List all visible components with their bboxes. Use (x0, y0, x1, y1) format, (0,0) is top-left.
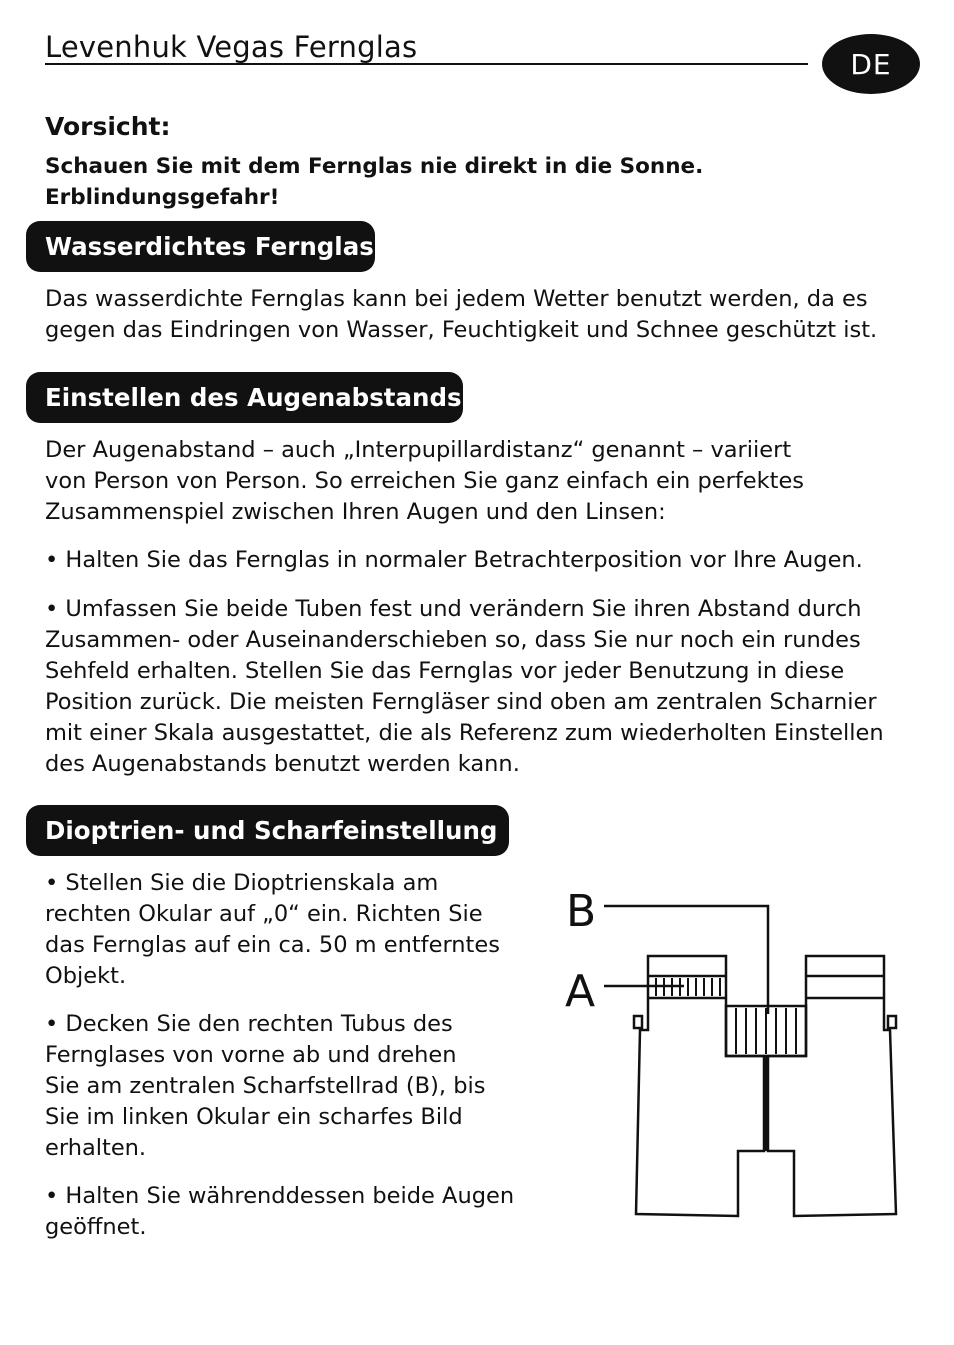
text-line: • Umfassen Sie beide Tuben fest und verändern Sie ihren Abstand durch (45, 596, 862, 622)
text-line: Fernglases von vorne ab und drehen (45, 1042, 457, 1068)
binoculars-diagram (555, 880, 915, 1230)
caution-heading: Vorsicht: (45, 112, 171, 141)
text-line: Der Augenabstand – auch „Interpupillardistanz“ genannt – variiert (45, 437, 792, 463)
text-line: Position zurück. Die meisten Ferngläser sind oben am zentralen Scharnier (45, 689, 877, 715)
text-line: geöffnet. (45, 1214, 147, 1240)
text-line: • Decken Sie den rechten Tubus des (45, 1011, 453, 1037)
paragraph-waterproof (45, 284, 877, 346)
text-line: Sie im linken Okular ein scharfes Bild (45, 1104, 463, 1130)
text-line: • Halten Sie währenddessen beide Augen (45, 1183, 515, 1209)
text-line: Sehfeld erhalten. Stellen Sie das Fernglas vor jeder Benutzung in diese (45, 658, 845, 684)
caution-line: Schauen Sie mit dem Fernglas nie direkt in die Sonne. (45, 154, 704, 179)
text-line: • Halten Sie das Fernglas in normaler Betrachterposition vor Ihre Augen. (45, 547, 863, 573)
bullet-keep-eyes-open (45, 1181, 520, 1243)
bullet-cover-right-tube (45, 1009, 520, 1164)
section-heading-eye-distance: Einstellen des Augenabstands (28, 374, 461, 421)
paragraph-eye-distance-intro (45, 435, 804, 528)
diagram-label-b: B (566, 886, 597, 937)
text-line: Sie am zentralen Scharfstellrad (B), bis (45, 1073, 486, 1099)
text-line: mit einer Skala ausgestattet, die als Referenz zum wiederholten Einstellen (45, 720, 884, 746)
right-tube-outline (768, 956, 896, 1216)
text-line: rechten Okular auf „0“ ein. Richten Sie (45, 901, 483, 927)
header-divider (45, 63, 808, 65)
text-line: von Person von Person. So erreichen Sie ganz einfach ein perfektes (45, 468, 805, 494)
caution-text (45, 151, 703, 213)
language-badge: DE (822, 34, 920, 94)
diagram-label-a: A (565, 966, 596, 1017)
text-line: erhalten. (45, 1135, 147, 1161)
bullet-set-diopter (45, 868, 520, 992)
section-heading-diopter-focus: Dioptrien- und Scharfeinstellung (28, 807, 507, 854)
text-line: Zusammen- oder Auseinanderschieben so, dass Sie nur noch ein rundes (45, 627, 861, 653)
text-line: Objekt. (45, 963, 127, 989)
text-line: gegen das Eindringen von Wasser, Feuchtigkeit und Schnee geschützt ist. (45, 317, 878, 343)
text-line: das Fernglas auf ein ca. 50 m entferntes (45, 932, 500, 958)
page-title: Levenhuk Vegas Fernglas (45, 30, 418, 64)
text-line: Das wasserdichte Fernglas kann bei jedem Wetter benutzt werden, da es (45, 286, 868, 312)
caution-line: Erblindungsgefahr! (45, 185, 280, 210)
bullet-hold-binoculars (45, 545, 863, 576)
text-line: • Stellen Sie die Dioptrienskala am (45, 870, 439, 896)
bullet-adjust-tubes (45, 594, 884, 780)
section-heading-waterproof: Wasserdichtes Fernglas (28, 223, 373, 270)
text-line: Zusammenspiel zwischen Ihren Augen und den Linsen: (45, 499, 666, 525)
text-line: des Augenabstands benutzt werden kann. (45, 751, 520, 777)
